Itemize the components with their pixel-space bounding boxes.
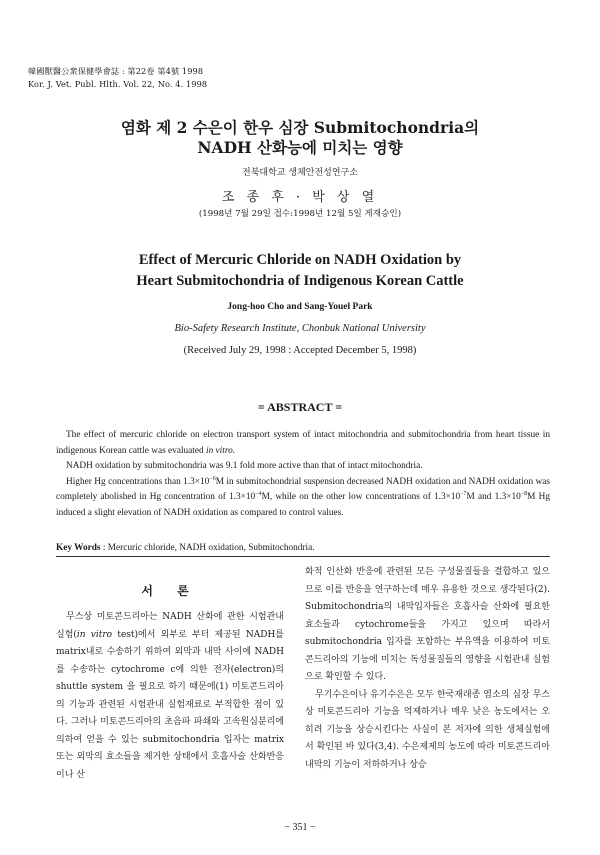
abstract-p3-exp1: −6 xyxy=(209,475,216,482)
section-title: 서 론 xyxy=(141,584,199,598)
body-column-right xyxy=(305,564,550,774)
keywords-divider xyxy=(56,556,550,557)
abstract-p3-e: M Hg induced a slight elevation of NADH oxidation as compared to control values. xyxy=(56,492,550,518)
body-left-paragraph-1 xyxy=(56,609,284,784)
english-title xyxy=(0,250,600,292)
body-left-p1-b: test)에서 외부로 부터 제공된 NADH를 matrix내로 수송하기 위하여 외막과 내막 사이에 NADH를 수송하는 cytochrome c에 의한 전자(electron)의 shuttle system 을 필요로 하기 때문에(1) 미토콘드리아의 기능과 관련된 시험관내 실험재료로 부적합한 점이 있다. 그러나 미토콘드리아의 초음파 파쇄와 고속원심분리에 의하여 얻을 수 있는 submitochondria 입자는 matrix 또는 외막의 효소들을 제거한 상태에서 호흡사슬 산화반응이나 산 xyxy=(56,629,284,780)
abstract-heading: = ABSTRACT = xyxy=(257,400,343,414)
abstract-p3-d: M and 1.3×10 xyxy=(466,492,521,502)
journal-korean-line: 韓國獸醫公衆保健學會誌 : 第22卷 第4號 1998 xyxy=(28,66,204,76)
page-number: − 351 − xyxy=(284,822,316,833)
body-left-p1-a: 무스상 미토콘드리아는 NADH 산화에 관한 시험관내 실험( xyxy=(56,612,284,640)
abstract-body xyxy=(56,428,550,521)
korean-institution: 전북대학교 생체안전성연구소 xyxy=(242,168,358,178)
abstract-paragraph-3 xyxy=(56,475,550,522)
abstract-p1-text: The effect of mercuric chloride on electron transport system of intact mitochondria and submitochondria from heart tissue in indigenous Korean cattle was evaluated xyxy=(56,430,550,456)
abstract-p3-b: M in submitochondrial suspension decreased NADH oxidation and NADH oxidation was completely abolished in Hg concentration of 1.3×10 xyxy=(56,476,550,502)
body-right-paragraph-1: 화적 인산화 반응에 관련된 모든 구성물질들을 결합하고 있으므로 이를 반응을 연구하는데 매우 유용한 것으로 생각된다(2). Submitochondria의 내막입자들은 호흡사슬 산화에 필요한 효소들과 cytochrome들을 가지고 있으며 따라서 submitochondria 입자를 포함하는 부유액을 이용하여 미토콘드리아의 기능에 미치는 독성물질들의 영향을 시험관내 실험으로 확인할 수 있다. xyxy=(305,567,550,682)
english-authors: Jong-hoo Cho and Sang-Youel Park xyxy=(227,302,373,312)
english-title-line2: Heart Submitochondria of Indigenous Korean Cattle xyxy=(136,273,464,289)
abstract-p3-exp2: −4 xyxy=(255,490,262,497)
keywords-label: Key Words xyxy=(56,543,101,553)
body-left-p1-italic: in vitro xyxy=(76,629,113,640)
journal-english-line: Kor. J. Vet. Publ. Hlth. Vol. 22, No. 4. 1998 xyxy=(28,79,208,89)
korean-title-line2: NADH 산화능에 미치는 영향 xyxy=(197,138,403,157)
abstract-p3-exp4: −8 xyxy=(520,490,528,497)
keywords xyxy=(56,541,550,555)
abstract-p3-a: Higher Hg concentrations than 1.3×10 xyxy=(66,476,210,487)
abstract-p3-exp3: −7 xyxy=(460,490,467,497)
english-dates: (Received July 29, 1998 : Accepted December 5, 1998) xyxy=(183,345,417,356)
english-institution: Bio-Safety Research Institute, Chonbuk National University xyxy=(174,323,426,334)
abstract-p3-c: M, while on the other low concentrations of 1.3×10 xyxy=(261,492,461,502)
korean-title xyxy=(0,118,600,158)
korean-dates: (1998년 7월 29일 접수:1998년 12월 5일 게재승인) xyxy=(198,209,402,219)
korean-authors: 조 종 후 · 박 상 열 xyxy=(221,190,379,205)
korean-title-line1: 염화 제 2 수은이 한우 심장 Submitochondria의 xyxy=(120,118,480,137)
journal-header xyxy=(28,65,207,91)
keywords-text: : Mercuric chloride, NADH oxidation, Submitochondria. xyxy=(100,543,315,553)
body-column-left xyxy=(56,609,284,784)
body-right-paragraph-2: 무기수은이나 유기수은은 모두 한국재래종 염소의 심장 무스상 미토콘드리아 기능을 억제하거나 매우 낮은 농도에서는 오히려 기능을 상승시킨다는 사실이 본 저자에 의한 생체실험에서 확인된 바 있다(3,4). 수은제제의 농도에 따라 미토콘드리아 내막의 기능이 저하하거나 상승 xyxy=(305,689,550,770)
abstract-paragraph-2: NADH oxidation by submitochondria was 9.1 fold more active than that of intact mitochondria. xyxy=(66,461,423,471)
abstract-paragraph-1 xyxy=(56,428,550,459)
abstract-p1-italic: in vitro. xyxy=(206,445,236,456)
english-title-line1: Effect of Mercuric Chloride on NADH Oxidation by xyxy=(138,252,462,268)
